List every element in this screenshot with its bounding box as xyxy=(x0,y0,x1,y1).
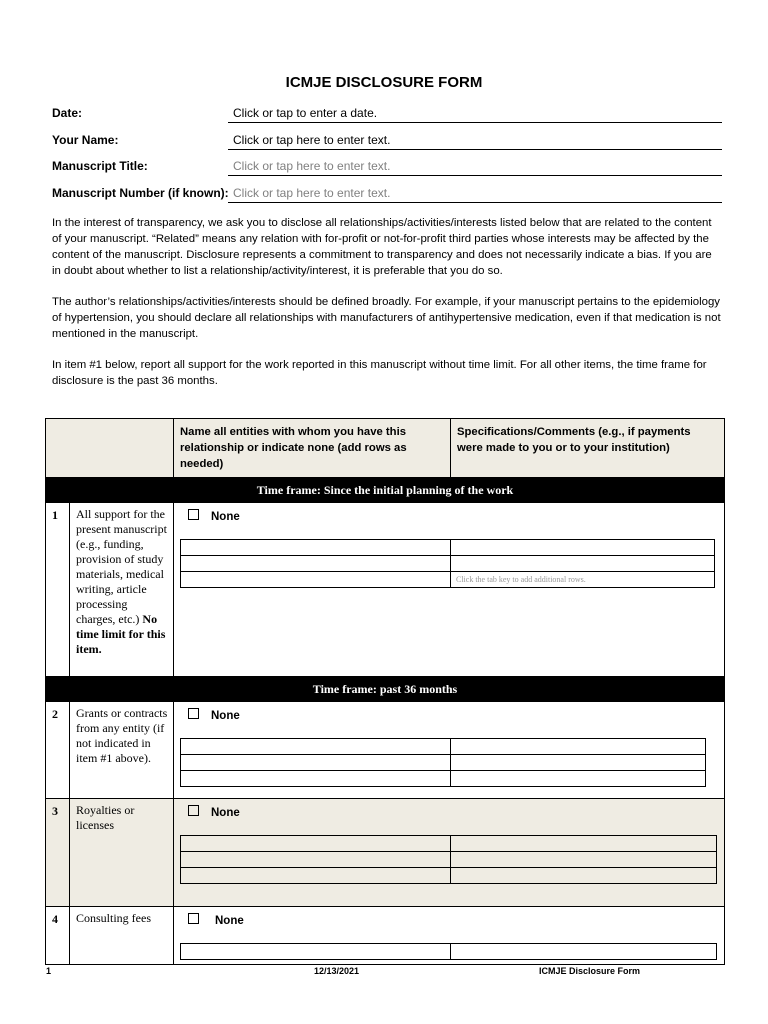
timeframe-band-2-label: Time frame: past 36 months xyxy=(46,677,725,702)
table-row xyxy=(46,503,725,677)
entry-row xyxy=(181,572,715,588)
comment-input[interactable] xyxy=(451,556,715,572)
footer-date: 12/13/2021 xyxy=(314,966,360,976)
entry-row xyxy=(181,540,715,556)
entity-input[interactable] xyxy=(181,771,451,787)
your-name-field[interactable]: Click or tap here to enter text. xyxy=(228,133,722,150)
item-entries-cell xyxy=(174,702,725,799)
item-description: Royalties or licenses xyxy=(70,799,174,907)
item-entries-cell xyxy=(174,907,725,965)
date-label: Date: xyxy=(52,106,83,120)
item-number: 1 xyxy=(46,503,70,677)
intro-paragraph: In the interest of transparency, we ask you to disclose all relationships/activities/interests listed below that are related to the content of your manuscript. “Related” means any relation with for-profit or not-for-profit third parties whose interests may be affected by the content of the manuscript. Disclosure represents a commitment to transparency and does not necessarily indicate a bias. If you are in doubt about whether to list a relationship/activity/interest, it is preferable that you do so. xyxy=(52,217,712,277)
definition-paragraph: The author’s relationships/activities/interests should be defined broadly. For example, if your manuscript pertains to the epidemiology of hypertension, you should declare all relationships with manufacturers of antihypertensive medication, even if that medication is not mentioned in the manuscript. xyxy=(52,296,721,340)
manuscript-number-label: Manuscript Number (if known): xyxy=(52,186,229,200)
entry-row xyxy=(181,739,706,755)
item-description: Consulting fees xyxy=(70,907,174,965)
none-option[interactable] xyxy=(188,913,244,927)
none-option[interactable] xyxy=(188,708,240,722)
header-entities: Name all entities with whom you have this relationship or indicate none (add rows as needed) xyxy=(174,419,451,478)
entries-subtable xyxy=(180,835,717,884)
your-name-label: Your Name: xyxy=(52,133,119,147)
timeframe-band-2 xyxy=(46,677,725,702)
timeframe-band-1 xyxy=(46,478,725,503)
entity-input[interactable] xyxy=(181,540,451,556)
entries-subtable xyxy=(180,738,706,787)
disclosure-table xyxy=(45,418,725,965)
entry-row xyxy=(181,944,717,960)
comment-input[interactable] xyxy=(451,868,717,884)
entity-input[interactable] xyxy=(181,944,451,960)
none-checkbox[interactable] xyxy=(188,913,199,924)
none-label: None xyxy=(215,915,244,927)
none-option[interactable] xyxy=(188,509,240,523)
entries-subtable xyxy=(180,539,715,588)
item-description xyxy=(70,503,174,677)
entry-row xyxy=(181,836,717,852)
comment-input[interactable] xyxy=(451,944,717,960)
comment-input[interactable] xyxy=(451,755,706,771)
entity-input[interactable] xyxy=(181,556,451,572)
timeframe-paragraph: In item #1 below, report all support for the work reported in this manuscript without time limit. For all other items, the time frame for disclosure is the past 36 months. xyxy=(52,359,707,387)
none-label: None xyxy=(211,710,240,722)
item-number: 3 xyxy=(46,799,70,907)
entity-input[interactable] xyxy=(181,852,451,868)
entity-input[interactable] xyxy=(181,755,451,771)
comment-input[interactable] xyxy=(451,540,715,556)
entry-row xyxy=(181,556,715,572)
timeframe-band-1-label: Time frame: Since the initial planning of the work xyxy=(46,478,725,503)
footer-form-name: ICMJE Disclosure Form xyxy=(539,966,641,976)
item-number: 2 xyxy=(46,702,70,799)
item-description: Grants or contracts from any entity (if not indicated in item #1 above). xyxy=(70,702,174,799)
comment-input[interactable] xyxy=(451,852,717,868)
manuscript-number-field[interactable]: Click or tap here to enter text. xyxy=(228,186,722,203)
header-comments: Specifications/Comments (e.g., if payments were made to you or to your institution) xyxy=(451,419,725,478)
entity-input[interactable] xyxy=(181,836,451,852)
entry-row xyxy=(181,755,706,771)
comment-input[interactable]: Click the tab key to add additional rows. xyxy=(451,572,715,588)
item-number: 4 xyxy=(46,907,70,965)
table-row xyxy=(46,702,725,799)
item-entries-cell xyxy=(174,503,725,677)
item-description-text: All support for the present manuscript (e.g., funding, provision of study materials, medical writing, article processing charges, etc.) xyxy=(76,507,167,626)
none-label: None xyxy=(211,807,240,819)
none-checkbox[interactable] xyxy=(188,805,199,816)
table-row xyxy=(46,799,725,907)
manuscript-title-field[interactable]: Click or tap here to enter text. xyxy=(228,159,722,176)
form-title: ICMJE DISCLOSURE FORM xyxy=(285,74,483,91)
manuscript-title-label: Manuscript Title: xyxy=(52,159,148,173)
item-note: No time limit for this item. xyxy=(76,612,166,656)
none-option[interactable] xyxy=(188,805,240,819)
comment-input[interactable] xyxy=(451,739,706,755)
table-header-row xyxy=(46,419,725,478)
entity-input[interactable] xyxy=(181,572,451,588)
header-blank-cell xyxy=(46,419,174,478)
entry-row xyxy=(181,868,717,884)
table-row xyxy=(46,907,725,965)
footer-page-number: 1 xyxy=(46,966,52,976)
comment-input[interactable] xyxy=(451,771,706,787)
date-field[interactable]: Click or tap to enter a date. xyxy=(228,106,722,123)
entity-input[interactable] xyxy=(181,868,451,884)
entry-row xyxy=(181,852,717,868)
none-checkbox[interactable] xyxy=(188,708,199,719)
none-checkbox[interactable] xyxy=(188,509,199,520)
entity-input[interactable] xyxy=(181,739,451,755)
item-entries-cell xyxy=(174,799,725,907)
none-label: None xyxy=(211,511,240,523)
entry-row xyxy=(181,771,706,787)
entries-subtable xyxy=(180,943,717,960)
comment-input[interactable] xyxy=(451,836,717,852)
